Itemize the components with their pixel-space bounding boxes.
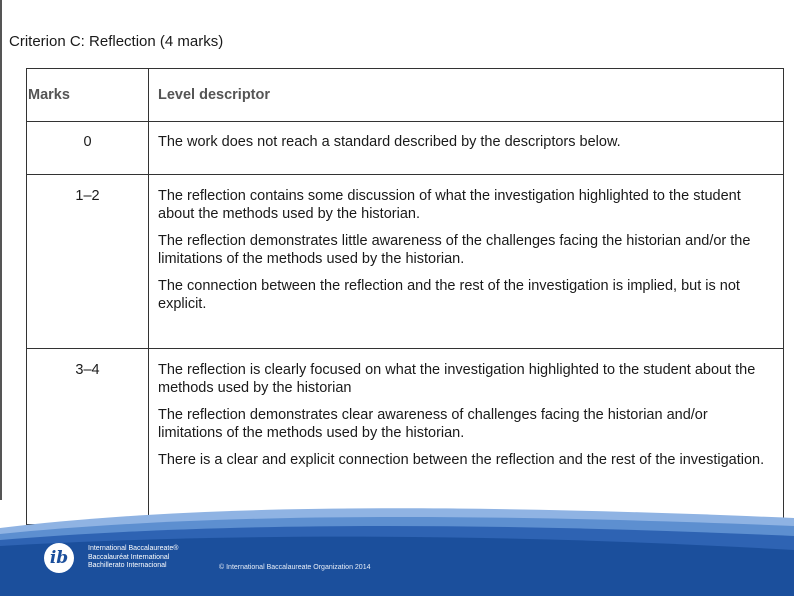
organization-names	[88, 545, 178, 571]
copyright-notice: © International Baccalaureate Organization 2014	[219, 564, 371, 571]
descriptor-paragraph: There is a clear and explicit connection between the reflection and the rest of the investigation.	[158, 452, 765, 468]
descriptor-cell	[149, 122, 784, 175]
descriptor-paragraph: The reflection contains some discussion of what the investigation highlighted to the student about the methods used by the historian.	[158, 188, 741, 222]
marks-cell: 0	[27, 122, 149, 175]
table-row	[27, 122, 784, 175]
org-name-fr: Baccalauréat International	[88, 553, 170, 561]
descriptor-paragraph: The work does not reach a standard described by the descriptors below.	[158, 134, 621, 150]
org-name-es: Bachillerato Internacional	[88, 562, 167, 569]
descriptor-cell	[149, 175, 784, 349]
marks-header: Marks	[27, 69, 149, 122]
level-descriptor-header: Level descriptor	[149, 69, 784, 122]
table-row	[27, 349, 784, 525]
descriptor-paragraph: The connection between the reflection and the rest of the investigation is implied, but is not explicit.	[158, 278, 740, 312]
footer-band	[0, 500, 794, 596]
ib-logo-icon	[44, 543, 74, 573]
descriptor-paragraph: The reflection is clearly focused on what the investigation highlighted to the student about the methods used by the historian	[158, 362, 756, 396]
descriptor-cell	[149, 349, 784, 525]
criterion-title: Criterion C: Reflection (4 marks)	[9, 33, 224, 50]
table-row	[27, 175, 784, 349]
marks-cell: 1–2	[27, 175, 149, 349]
left-margin-rule	[0, 0, 2, 500]
rubric-table	[26, 68, 784, 525]
ib-logo-text: ib	[49, 548, 69, 568]
marks-cell: 3–4	[27, 349, 149, 525]
org-name-en: International Baccalaureate®	[88, 545, 179, 552]
descriptor-paragraph: The reflection demonstrates little awareness of the challenges facing the historian and/or the limitations of the methods used by the historian.	[158, 233, 751, 267]
table-header-row	[27, 69, 784, 122]
descriptor-paragraph: The reflection demonstrates clear awareness of challenges facing the historian and/or limitations of the methods used by the historian.	[158, 407, 708, 441]
